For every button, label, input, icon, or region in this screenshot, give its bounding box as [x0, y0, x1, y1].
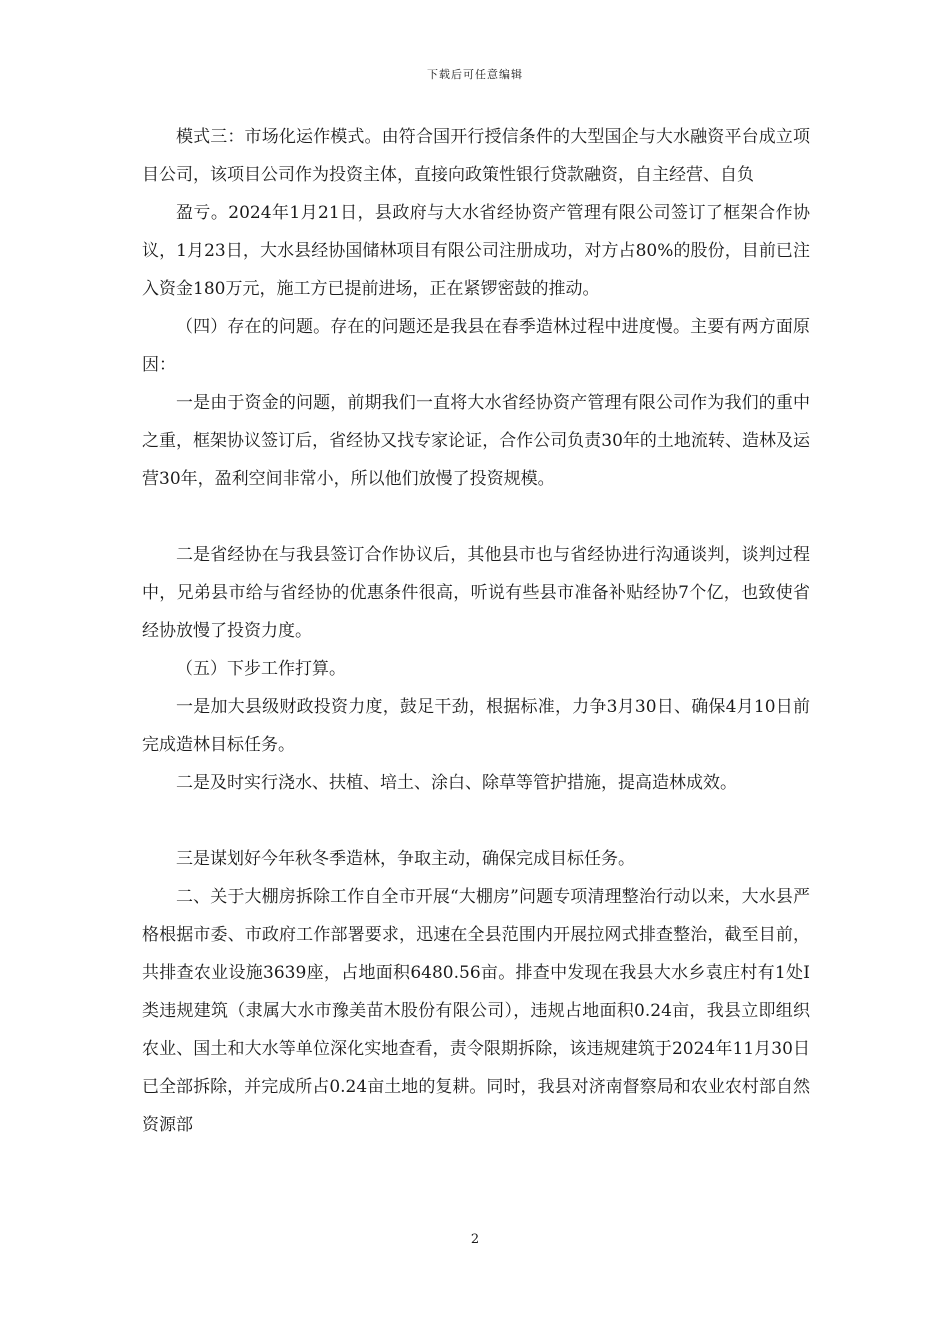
paragraph-reason-two: 二是省经协在与我县签订合作协议后，其他县市也与省经协进行沟通谈判，谈判过程中，兄弟县市给与省经协的优惠条件很高，听说有些县市准备补贴经协7个亿，也致使省经协放慢了投资力度。 — [142, 545, 810, 641]
page-header: 下载后可任意编辑 — [427, 68, 523, 81]
paragraph-problems-heading: （四）存在的问题。存在的问题还是我县在春季造林过程中进度慢。主要有两方面原因： — [142, 317, 810, 375]
paragraph-step-two: 二是及时实行浇水、扶植、培土、涂白、除草等管护措施，提高造林成效。 — [176, 773, 737, 793]
paragraph-next-steps-heading: （五）下步工作打算。 — [176, 659, 346, 679]
paragraph-step-three: 三是谋划好今年秋冬季造林，争取主动，确保完成目标任务。 — [176, 849, 635, 869]
document-body — [142, 118, 810, 1144]
page-number: 2 — [470, 1232, 480, 1247]
paragraph-profit-loss: 盈亏。2024年1月21日，县政府与大水省经协资产管理有限公司签订了框架合作协议，1月23日，大水县经协国储林项目有限公司注册成功，对方占80%的股份，目前已注入资金180万元，施工方已提前进场，正在紧锣密鼓的推动。 — [142, 203, 810, 299]
paragraph-step-one: 一是加大县级财政投资力度，鼓足干劲，根据标准，力争3月30日、确保4月10日前完成造林目标任务。 — [142, 697, 810, 755]
paragraph-reason-one: 一是由于资金的问题，前期我们一直将大水省经协资产管理有限公司作为我们的重中之重，框架协议签订后，省经协又找专家论证，合作公司负责30年的土地流转、造林及运营30年，盈利空间非常小，所以他们放慢了投资规模。 — [142, 393, 810, 489]
paragraph-mode-three: 模式三：市场化运作模式。由符合国开行授信条件的大型国企与大水融资平台成立项目公司，该项目公司作为投资主体，直接向政策性银行贷款融资，自主经营、自负 — [142, 127, 810, 185]
paragraph-greenhouse-section: 二、关于大棚房拆除工作自全市开展“大棚房”问题专项清理整治行动以来，大水县严格根据市委、市政府工作部署要求，迅速在全县范围内开展拉网式排查整治，截至目前，共排查农业设施3639座，占地面积6480.56亩。排查中发现在我县大水乡袁庄村有1处Ⅰ类违规建筑（隶属大水市豫美苗木股份有限公司），违规占地面积0.24亩，我县立即组织农业、国土和大水等单位深化实地查看，责令限期拆除，该违规建筑于2024年11月30日已全部拆除，并完成所占0.24亩土地的复耕。同时，我县对济南督察局和农业农村部自然资源部 — [142, 887, 810, 1135]
